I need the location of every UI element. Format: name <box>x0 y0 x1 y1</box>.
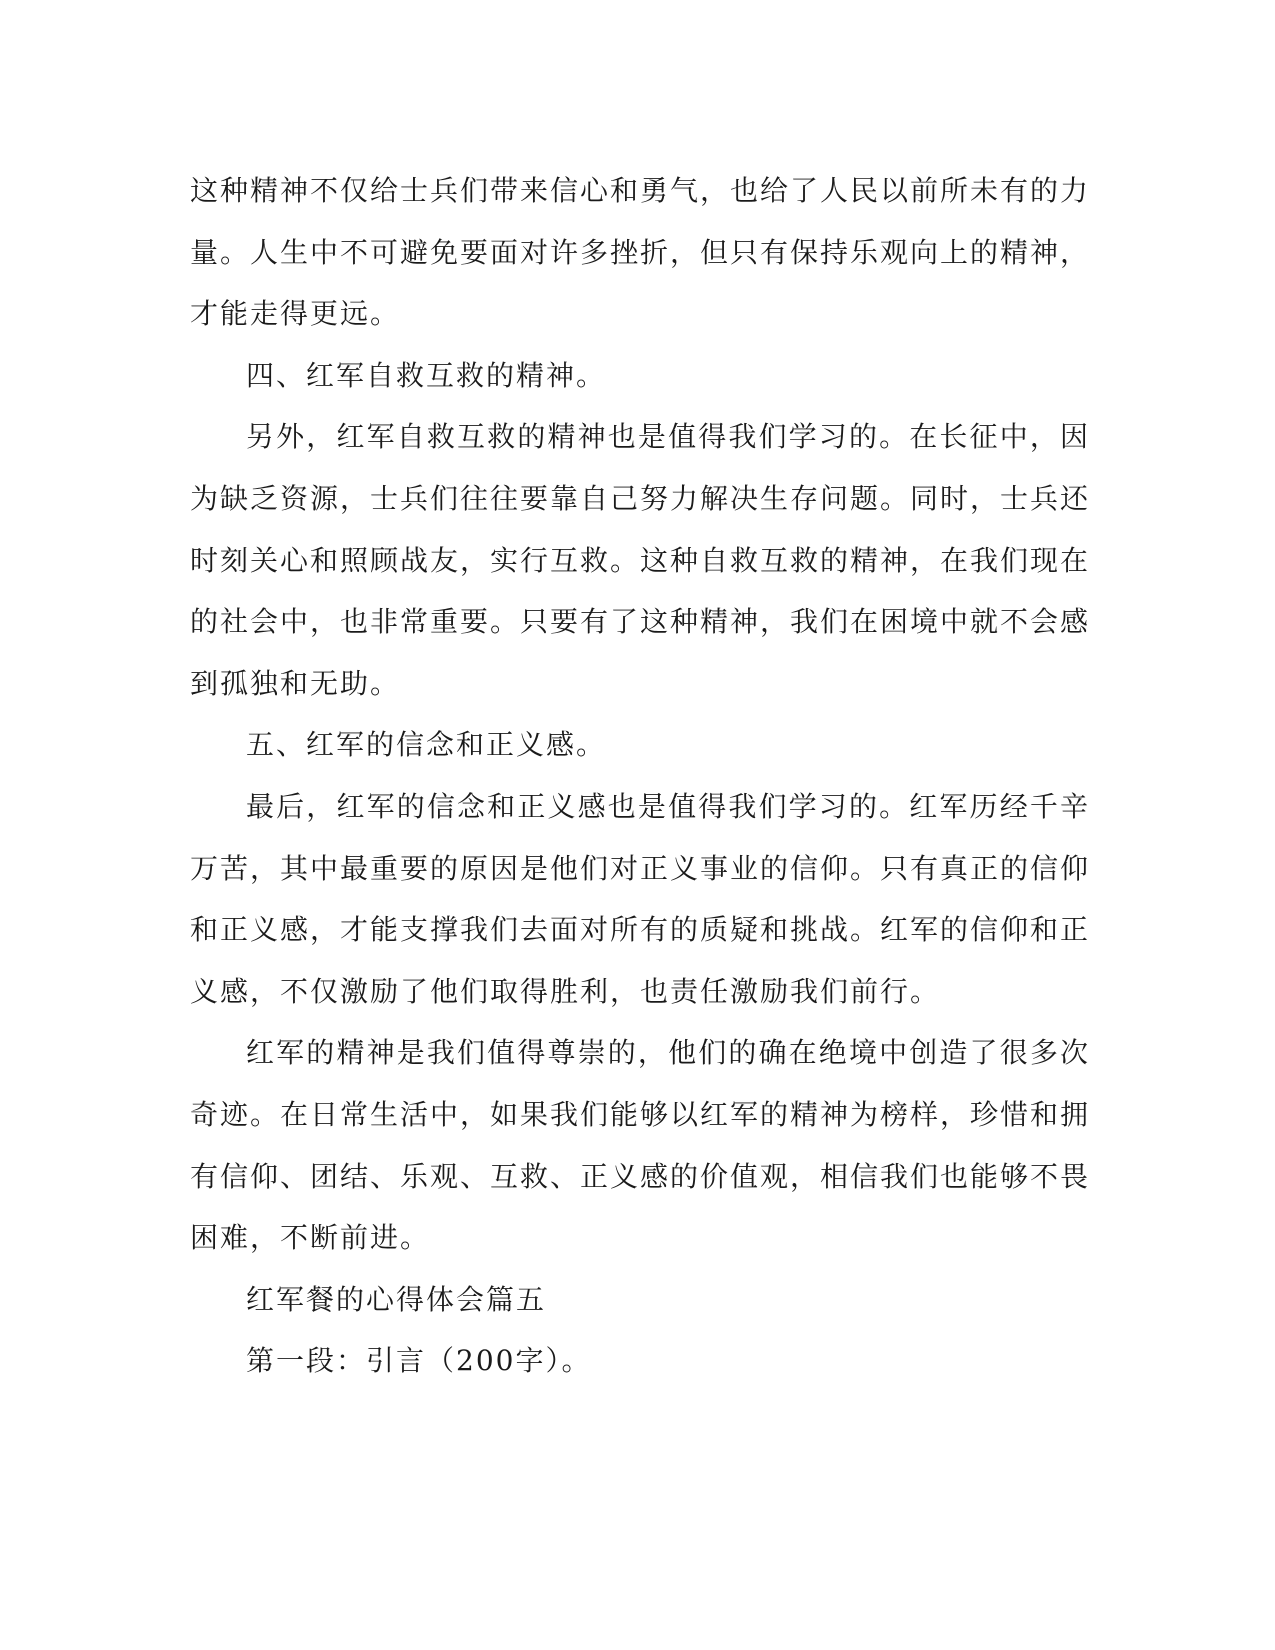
paragraph-conclusion: 红军的精神是我们值得尊崇的，他们的确在绝境中创造了很多次奇迹。在日常生活中，如果我们能够以红军的精神为榜样，珍惜和拥有信仰、团结、乐观、互救、正义感的价值观，相信我们也能够不畏困难，不断前进。 <box>190 1036 1091 1255</box>
paragraph-continuation: 这种精神不仅给士兵们带来信心和勇气，也给了人民以前所未有的力量。人生中不可避免要面对许多挫折，但只有保持乐观向上的精神，才能走得更远。 <box>190 174 1091 331</box>
section-heading-intro: 第一段：引言（200字）。 <box>246 1344 592 1378</box>
section-heading-five: 五、红军的信念和正义感。 <box>246 728 607 762</box>
paragraph-belief-justice: 最后，红军的信念和正义感也是值得我们学习的。红军历经千辛万苦，其中最重要的原因是他们对正义事业的信仰。只有真正的信仰和正义感，才能支撑我们去面对所有的质疑和挑战。红军的信仰和正义感，不仅激励了他们取得胜利，也责任激励我们前行。 <box>190 789 1091 1008</box>
article-title: 红军餐的心得体会篇五 <box>246 1282 547 1316</box>
paragraph-mutual-rescue: 另外，红军自救互救的精神也是值得我们学习的。在长征中，因为缺乏资源，士兵们往往要靠自己努力解决生存问题。同时，士兵还时刻关心和照顾战友，实行互救。这种自救互救的精神，在我们现在的社会中，也非常重要。只要有了这种精神，我们在困境中就不会感到孤独和无助。 <box>190 420 1091 700</box>
document-body <box>190 160 1090 1392</box>
section-heading-four: 四、红军自救互救的精神。 <box>246 358 607 392</box>
